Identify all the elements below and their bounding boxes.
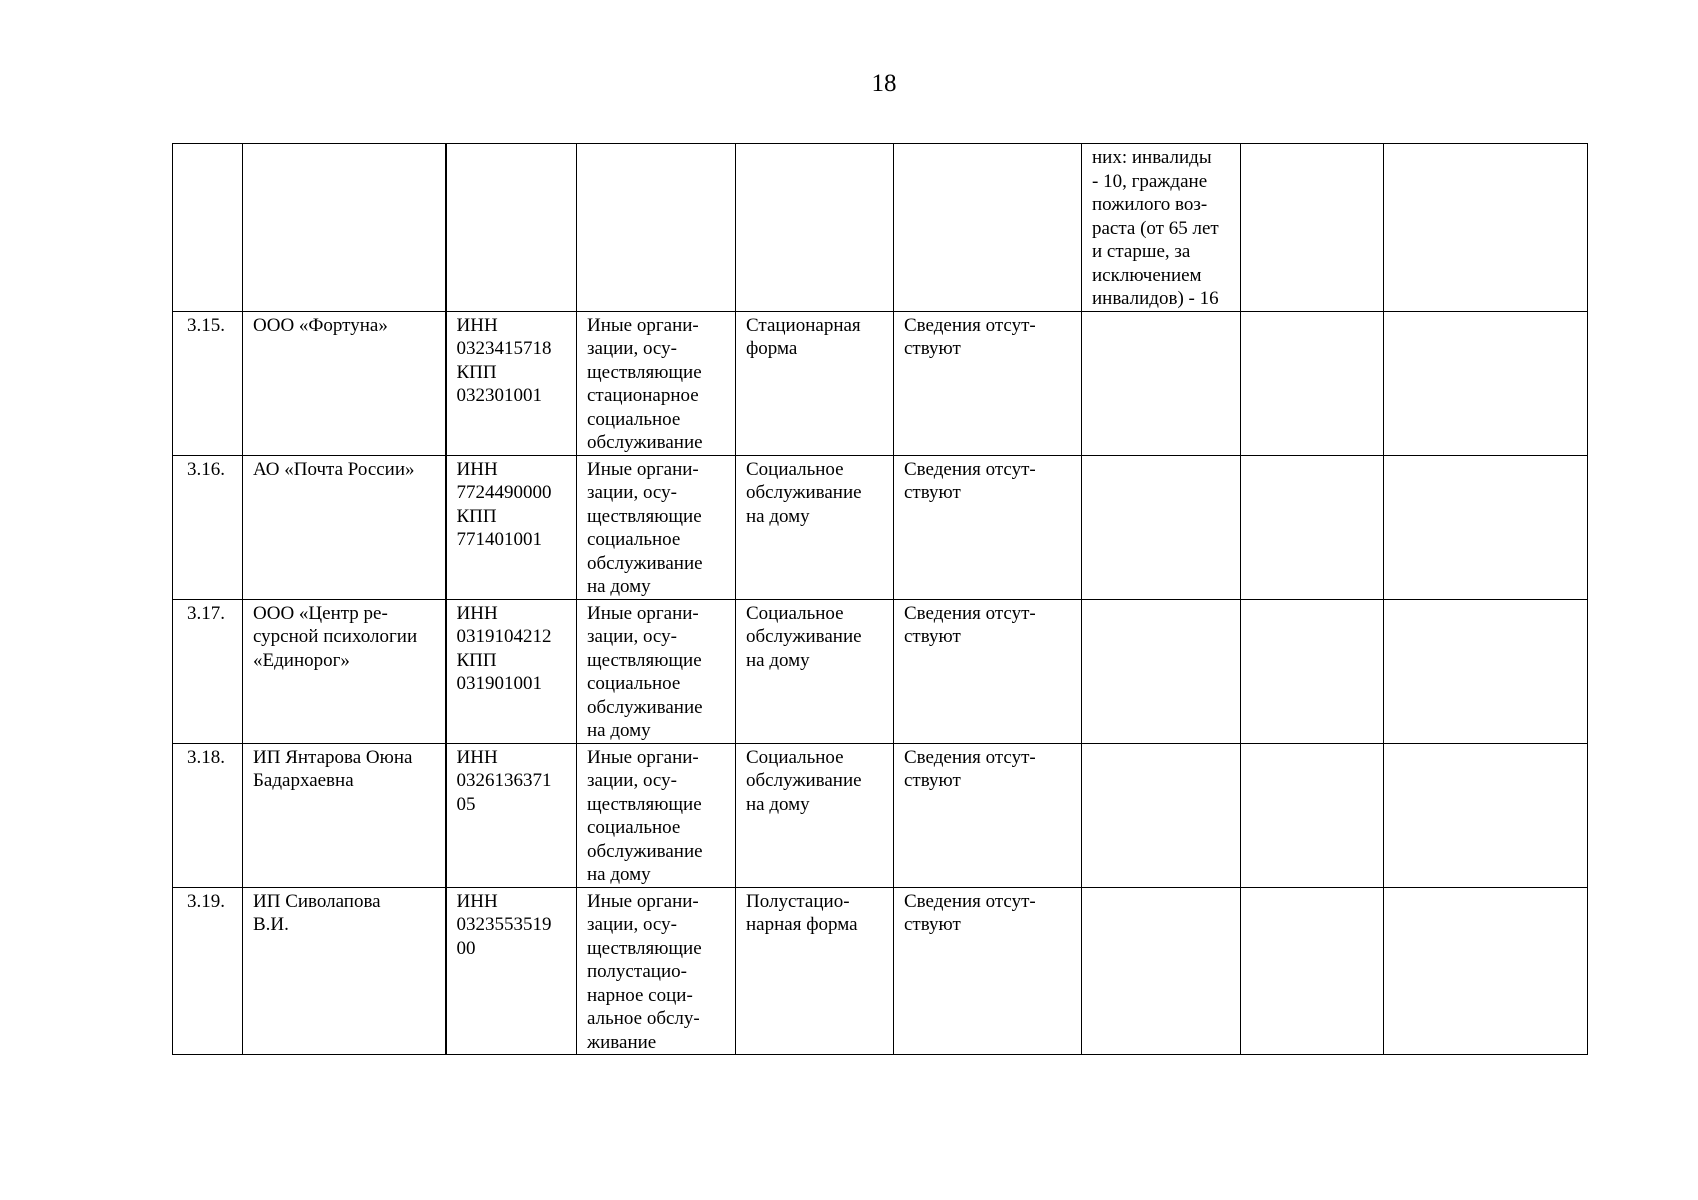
empty-cell <box>1384 599 1588 743</box>
empty-cell <box>1241 311 1384 455</box>
provider-name-cell: АО «Почта России» <box>243 455 446 599</box>
organization-type-cell <box>577 144 736 312</box>
row-number-cell: 3.16. <box>173 455 243 599</box>
service-form-cell: Социальное обслуживание на дому <box>736 455 894 599</box>
inn-kpp-cell: ИНН 0319104212 КПП 031901001 <box>446 599 577 743</box>
empty-cell <box>1241 144 1384 312</box>
organization-type-cell: Иные органи- зации, осу- ществляющие полустацио- нарное соци- альное обслу- живание <box>577 887 736 1055</box>
row-number-cell: 3.15. <box>173 311 243 455</box>
table-row-continuation <box>173 144 1588 312</box>
empty-cell <box>1082 311 1241 455</box>
inn-kpp-cell: ИНН 0323553519 00 <box>446 887 577 1055</box>
row-number-cell: 3.18. <box>173 743 243 887</box>
service-form-cell: Социальное обслуживание на дому <box>736 743 894 887</box>
organization-type-cell: Иные органи- зации, осу- ществляющие социальное обслуживание на дому <box>577 599 736 743</box>
inn-kpp-cell: ИНН 0326136371 05 <box>446 743 577 887</box>
organization-type-cell: Иные органи- зации, осу- ществляющие социальное обслуживание на дому <box>577 455 736 599</box>
empty-cell <box>1082 743 1241 887</box>
empty-cell <box>1241 599 1384 743</box>
service-form-cell: Стационарная форма <box>736 311 894 455</box>
empty-cell <box>1384 455 1588 599</box>
service-form-cell <box>736 144 894 312</box>
empty-cell <box>1241 743 1384 887</box>
info-cell: Сведения отсут- ствуют <box>894 311 1082 455</box>
inn-kpp-cell: ИНН 0323415718 КПП 032301001 <box>446 311 577 455</box>
empty-cell <box>1384 144 1588 312</box>
provider-name-cell: ИП Янтарова Оюна Бадархаевна <box>243 743 446 887</box>
empty-cell <box>1082 455 1241 599</box>
provider-name-cell: ИП Сиволапова В.И. <box>243 887 446 1055</box>
info-cell: Сведения отсут- ствуют <box>894 743 1082 887</box>
info-cell: Сведения отсут- ствуют <box>894 455 1082 599</box>
empty-cell <box>1082 887 1241 1055</box>
recipients-cell: них: инвалиды - 10, граждане пожилого воз- раста (от 65 лет и старше, за исключением инвалидов) - 16 <box>1082 144 1241 312</box>
table-row <box>173 743 1588 887</box>
table-row <box>173 311 1588 455</box>
provider-name-cell: ООО «Фортуна» <box>243 311 446 455</box>
row-number-cell: 3.17. <box>173 599 243 743</box>
inn-kpp-cell: ИНН 7724490000 КПП 771401001 <box>446 455 577 599</box>
provider-name-cell: ООО «Центр ре- сурсной психологии «Единорог» <box>243 599 446 743</box>
empty-cell <box>1241 887 1384 1055</box>
empty-cell <box>1384 311 1588 455</box>
service-form-cell: Социальное обслуживание на дому <box>736 599 894 743</box>
table-row <box>173 455 1588 599</box>
empty-cell <box>1082 599 1241 743</box>
provider-name-cell <box>243 144 446 312</box>
table-row <box>173 887 1588 1055</box>
organization-type-cell: Иные органи- зации, осу- ществляющие стационарное социальное обслуживание <box>577 311 736 455</box>
empty-cell <box>1241 455 1384 599</box>
inn-kpp-cell <box>446 144 577 312</box>
info-cell: Сведения отсут- ствуют <box>894 599 1082 743</box>
empty-cell <box>1384 743 1588 887</box>
info-cell: Сведения отсут- ствуют <box>894 887 1082 1055</box>
organization-type-cell: Иные органи- зации, осу- ществляющие социальное обслуживание на дому <box>577 743 736 887</box>
info-cell <box>894 144 1082 312</box>
page-number: 18 <box>871 70 897 97</box>
table-row <box>173 599 1588 743</box>
provider-registry-table <box>172 143 1588 1055</box>
row-number-cell <box>173 144 243 312</box>
service-form-cell: Полустацио- нарная форма <box>736 887 894 1055</box>
empty-cell <box>1384 887 1588 1055</box>
row-number-cell: 3.19. <box>173 887 243 1055</box>
